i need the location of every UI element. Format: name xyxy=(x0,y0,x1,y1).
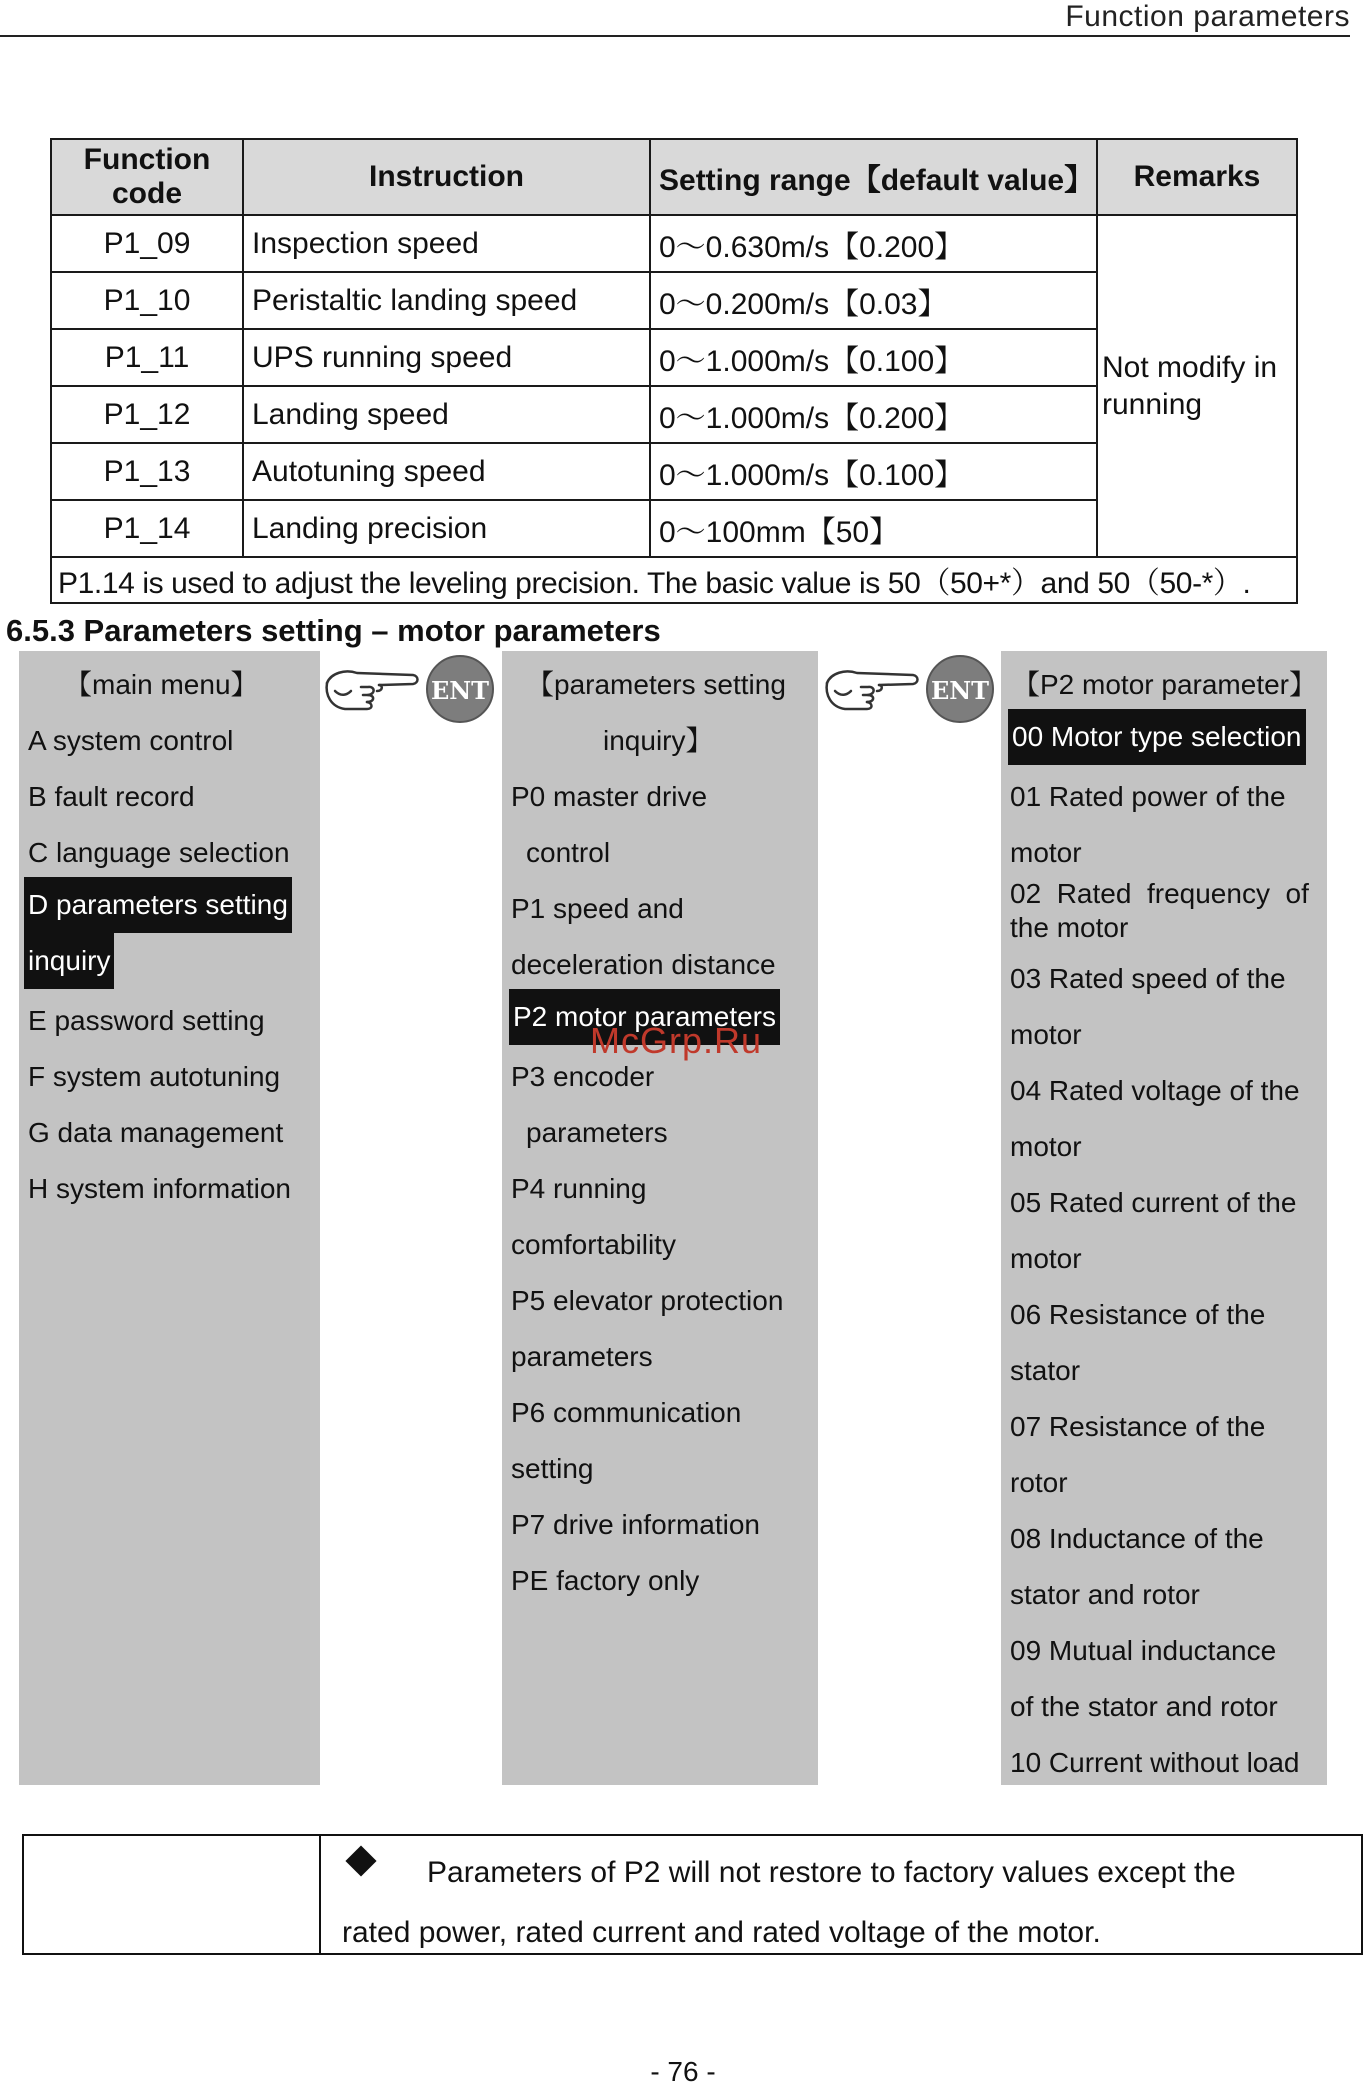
main-menu-title: 【main menu】 xyxy=(64,669,259,700)
menu-item-p1-cont[interactable]: deceleration distance xyxy=(511,949,776,980)
table-header-row xyxy=(51,139,1297,215)
cell-code: P1_09 xyxy=(51,215,243,272)
ent-key-icon[interactable]: ENT xyxy=(926,655,994,723)
cell-code: P1_11 xyxy=(51,329,243,386)
running-header: Function parameters xyxy=(1065,0,1350,33)
motor-item-07-cont[interactable]: rotor xyxy=(1010,1467,1068,1498)
motor-item-08[interactable]: 08 Inductance of the xyxy=(1010,1523,1264,1554)
ent-key-icon[interactable]: ENT xyxy=(426,655,494,723)
motor-item-03[interactable]: 03 Rated speed of the xyxy=(1010,963,1286,994)
menu-item-system-information[interactable]: H system information xyxy=(28,1173,291,1204)
cell-range: 0～100mm【50】 xyxy=(650,500,1097,557)
menu-item-p4[interactable]: P4 running xyxy=(511,1173,647,1204)
motor-item-05[interactable]: 05 Rated current of the xyxy=(1010,1187,1297,1218)
header-rule xyxy=(0,35,1350,37)
cell-code: P1_14 xyxy=(51,500,243,557)
parameters-menu-title-cont: inquiry】 xyxy=(603,725,714,756)
menu-item-p0-cont[interactable]: control xyxy=(526,837,611,868)
note-text-line1: Parameters of P2 will not restore to factory values except the xyxy=(427,1856,1236,1889)
menu-item-language-selection[interactable]: C language selection xyxy=(28,837,290,868)
menu-item-p5-cont[interactable]: parameters xyxy=(511,1341,653,1372)
note-text-line2: rated power, rated current and rated voltage of the motor. xyxy=(342,1916,1101,1949)
motor-item-09-cont[interactable]: of the stator and rotor xyxy=(1010,1691,1278,1722)
menu-item-fault-record[interactable]: B fault record xyxy=(28,781,195,812)
menu-item-p1[interactable]: P1 speed and xyxy=(511,893,684,924)
menu-item-p2-motor-parameters[interactable]: P2 motor parameters xyxy=(509,989,780,1045)
table-row xyxy=(51,215,1297,272)
motor-item-01[interactable]: 01 Rated power of the xyxy=(1010,781,1286,812)
menu-item-system-control[interactable]: A system control xyxy=(28,725,234,756)
cell-instruction: Inspection speed xyxy=(243,215,650,272)
motor-item-00-motor-type[interactable]: 00 Motor type selection xyxy=(1008,709,1306,765)
menu-item-data-management[interactable]: G data management xyxy=(28,1117,284,1148)
motor-item-04-cont[interactable]: motor xyxy=(1010,1131,1082,1162)
menu-item-p3-cont[interactable]: parameters xyxy=(526,1117,668,1148)
diamond-bullet-icon xyxy=(345,1845,376,1876)
note-box xyxy=(22,1834,1363,1955)
motor-item-01-cont[interactable]: motor xyxy=(1010,837,1082,868)
header-setting-range: Setting range【default value】 xyxy=(650,139,1097,215)
motor-item-02-cont[interactable]: the motor xyxy=(1010,912,1129,943)
section-title: 6.5.3 Parameters setting – motor parameters xyxy=(6,613,661,648)
menu-item-parameters-setting-cont[interactable]: inquiry xyxy=(24,933,114,989)
cell-range: 0～1.000m/s【0.100】 xyxy=(650,329,1097,386)
motor-item-09[interactable]: 09 Mutual inductance xyxy=(1010,1635,1277,1666)
menu-item-parameters-setting[interactable]: D parameters setting xyxy=(24,877,292,933)
pointing-hand-icon xyxy=(323,661,423,717)
motor-parameter-title: 【P2 motor parameter】 xyxy=(1012,669,1317,700)
cell-code: P1_12 xyxy=(51,386,243,443)
page-number: - 76 - xyxy=(650,2056,716,2087)
menu-item-p6-cont[interactable]: setting xyxy=(511,1453,594,1484)
menu-item-password-setting[interactable]: E password setting xyxy=(28,1005,265,1036)
menu-item-pe[interactable]: PE factory only xyxy=(511,1565,700,1596)
cell-instruction: UPS running speed xyxy=(243,329,650,386)
header-function-code: Function code xyxy=(51,139,243,215)
menu-item-p5[interactable]: P5 elevator protection xyxy=(511,1285,784,1316)
motor-item-07[interactable]: 07 Resistance of the xyxy=(1010,1411,1266,1442)
watermark: McGrp.Ru xyxy=(590,1020,763,1061)
motor-item-08-cont[interactable]: stator and rotor xyxy=(1010,1579,1200,1610)
cell-instruction: Landing precision xyxy=(243,500,650,557)
cell-range: 0～0.630m/s【0.200】 xyxy=(650,215,1097,272)
cell-range: 0～1.000m/s【0.200】 xyxy=(650,386,1097,443)
menu-item-system-autotuning[interactable]: F system autotuning xyxy=(28,1061,281,1092)
pointing-hand-icon xyxy=(823,661,923,717)
cell-range: 0～1.000m/s【0.100】 xyxy=(650,443,1097,500)
header-instruction: Instruction xyxy=(243,139,650,215)
parameter-table xyxy=(50,138,1298,604)
header-remarks: Remarks xyxy=(1097,139,1297,215)
table-note: P1.14 is used to adjust the leveling precision. The basic value is 50（50+*）and 50（50-*）. xyxy=(51,557,1297,603)
cell-range: 0～0.200m/s【0.03】 xyxy=(650,272,1097,329)
main-menu-panel xyxy=(19,651,320,1785)
motor-item-02[interactable]: 02 Rated frequency of xyxy=(1010,878,1309,909)
motor-item-06[interactable]: 06 Resistance of the xyxy=(1010,1299,1266,1330)
parameters-menu-panel xyxy=(502,651,818,1785)
motor-item-10[interactable]: 10 Current without load xyxy=(1010,1747,1300,1778)
motor-parameter-panel xyxy=(1001,651,1327,1785)
parameters-menu-title: 【parameters setting xyxy=(526,669,786,700)
menu-item-p4-cont[interactable]: comfortability xyxy=(511,1229,676,1260)
menu-item-p3[interactable]: P3 encoder xyxy=(511,1061,655,1092)
motor-item-05-cont[interactable]: motor xyxy=(1010,1243,1082,1274)
motor-item-04[interactable]: 04 Rated voltage of the xyxy=(1010,1075,1300,1106)
table-note-row xyxy=(51,557,1297,603)
cell-remarks: Not modify in running xyxy=(1097,215,1297,557)
cell-code: P1_10 xyxy=(51,272,243,329)
menu-item-p0[interactable]: P0 master drive xyxy=(511,781,708,812)
cell-code: P1_13 xyxy=(51,443,243,500)
cell-instruction: Peristaltic landing speed xyxy=(243,272,650,329)
cell-instruction: Landing speed xyxy=(243,386,650,443)
motor-item-03-cont[interactable]: motor xyxy=(1010,1019,1082,1050)
menu-item-p7[interactable]: P7 drive information xyxy=(511,1509,761,1540)
menu-item-p6[interactable]: P6 communication xyxy=(511,1397,742,1428)
note-divider xyxy=(319,1836,321,1953)
motor-item-06-cont[interactable]: stator xyxy=(1010,1355,1081,1386)
cell-instruction: Autotuning speed xyxy=(243,443,650,500)
